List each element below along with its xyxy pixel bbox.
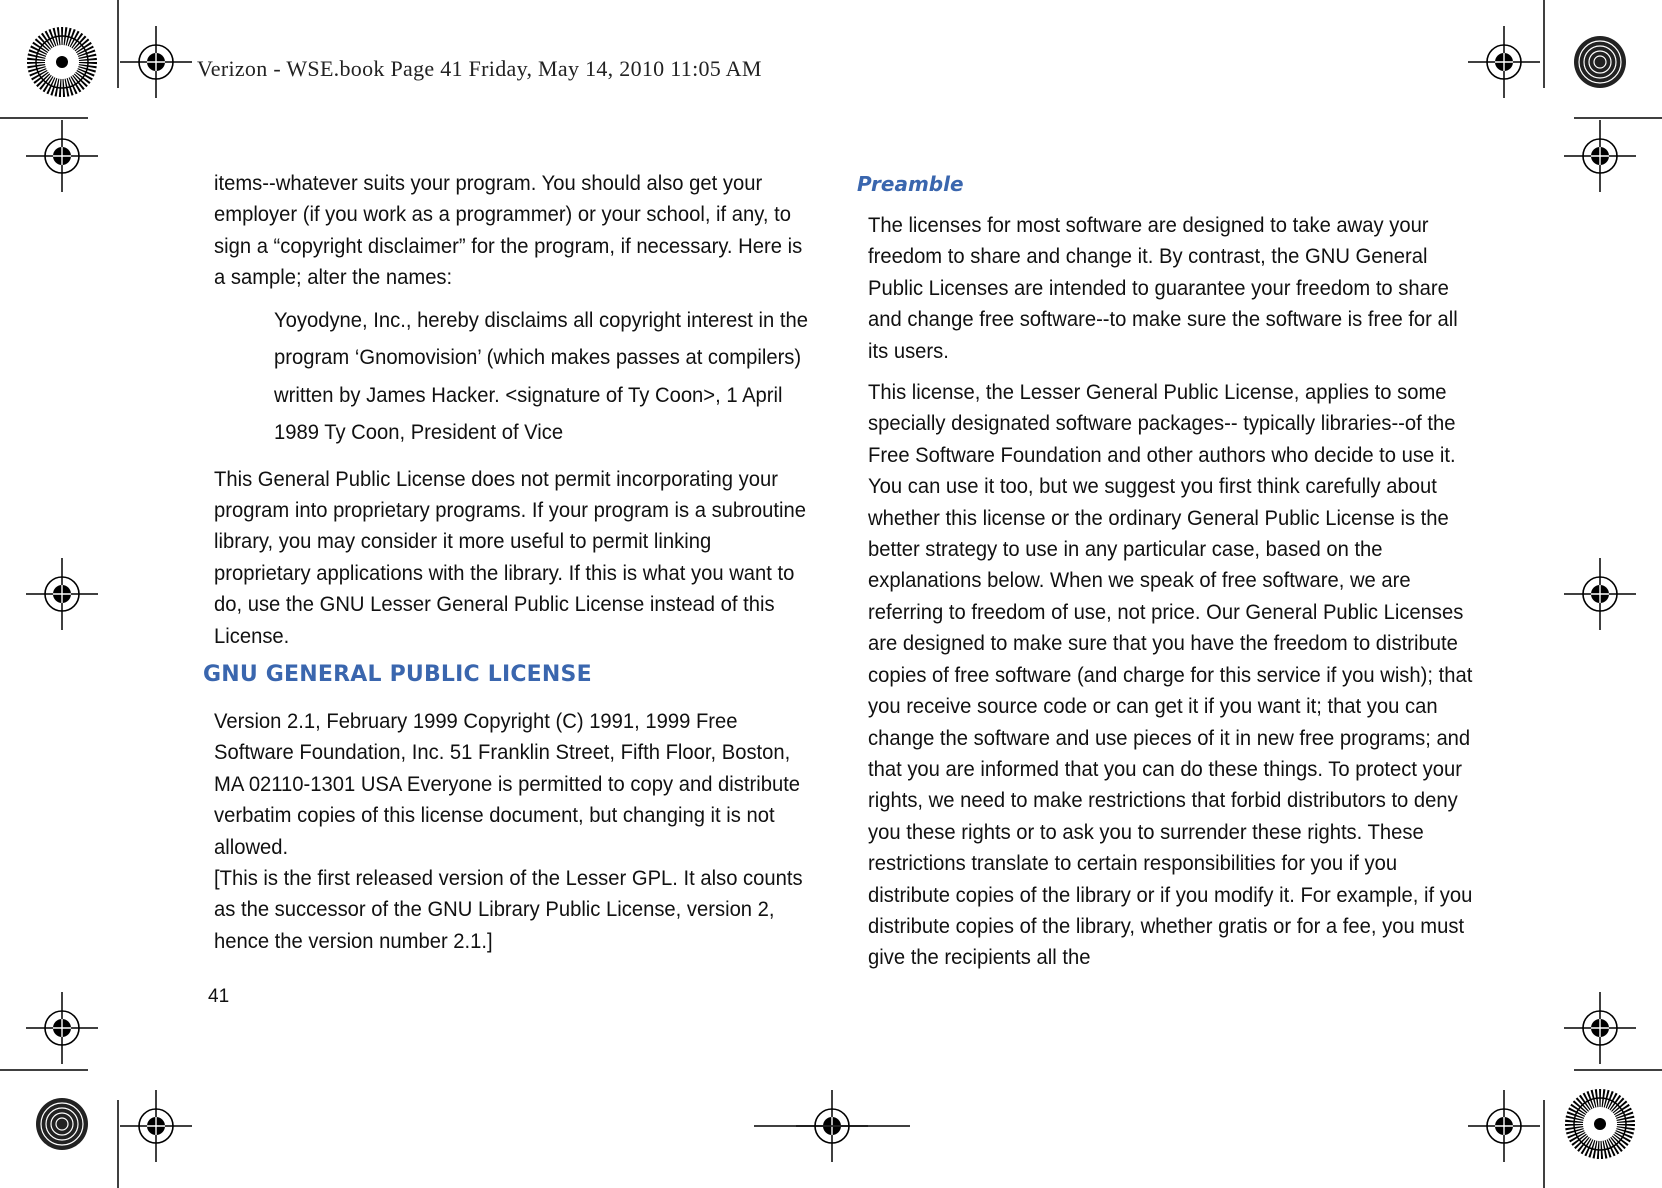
paragraph: This license, the Lesser General Public License, applies to some specially designated software packages-- typically libraries--of the Free Software Foundation and other authors who decide to use it. You can use it too, but we suggest you first think carefully about whether this license or the ordinary General Public License is the better strategy to use in any particular case, based on the explanations below. When we speak of free software, we are referring to freedom of use, not price. Our General Public Licenses are designed to make sure that you have the freedom to distribute copies of free software (and charge for this service if you wish); that you receive source code or can get it if you want it; that you can change the software and use pieces of it in new free programs; and that you are informed that you can do these things. To protect your rights, we need to make restrictions that forbid distributors to deny you these rights or to ask you to surrender these rights. These restrictions translate to certain responsibilities for you if you distribute copies of the library or if you modify it. For example, if you distribute copies of the library, whether gratis or for a fee, you must give the recipients all the — [868, 380, 1473, 970]
sample-disclaimer — [274, 302, 814, 452]
paragraph: This General Public License does not permit incorporating your program into proprietary programs. If your program is a subroutine library, you may consider it more useful to permit linking proprietary applications with the library. If this is what you want to do, use the GNU Lesser General Public License instead of this License. — [214, 466, 806, 648]
paragraph: Version 2.1, February 1999 Copyright (C) 1991, 1999 Free Software Foundation, Inc. 51 Franklin Street, Fifth Floor, Boston, MA 02110-1301 USA Everyone is permitted to copy and distribute verbatim copies of this license document, but changing it is not allowed. — [214, 709, 801, 859]
paragraph: [This is the first released version of the Lesser GPL. It also counts as the successor of the GNU Library Public License, version 2, hence the version number 2.1.] — [214, 866, 803, 953]
left-column — [214, 168, 814, 652]
paragraph: items--whatever suits your program. You should also get your employer (if you work as a programmer) or your school, if any, to sign a “copyright disclaimer” for the program, if necessary. Here is a sample; alter the names: — [214, 171, 803, 290]
section-heading: GNU GENERAL PUBLIC LICENSE — [203, 662, 592, 687]
page-number: 41 — [208, 986, 230, 1007]
quote-text: Yoyodyne, Inc., hereby disclaims all copyright interest in the program ‘Gnomovision’ (which makes passes at compilers) written by James Hacker. <signature of Ty Coon>, 1 April 1989 Ty Coon, President of Vice — [274, 307, 808, 445]
paragraph: The licenses for most software are designed to take away your freedom to share and change it. By contrast, the GNU General Public Licenses are intended to guarantee your freedom to share and change free software--to make sure the software is free for all its users. — [868, 213, 1458, 363]
preamble-heading: Preamble — [857, 172, 964, 196]
left-column-lower — [214, 706, 814, 957]
right-column — [857, 168, 1478, 974]
running-head: Verizon - WSE.book Page 41 Friday, May 14, 2010 11:05 AM — [197, 56, 762, 81]
